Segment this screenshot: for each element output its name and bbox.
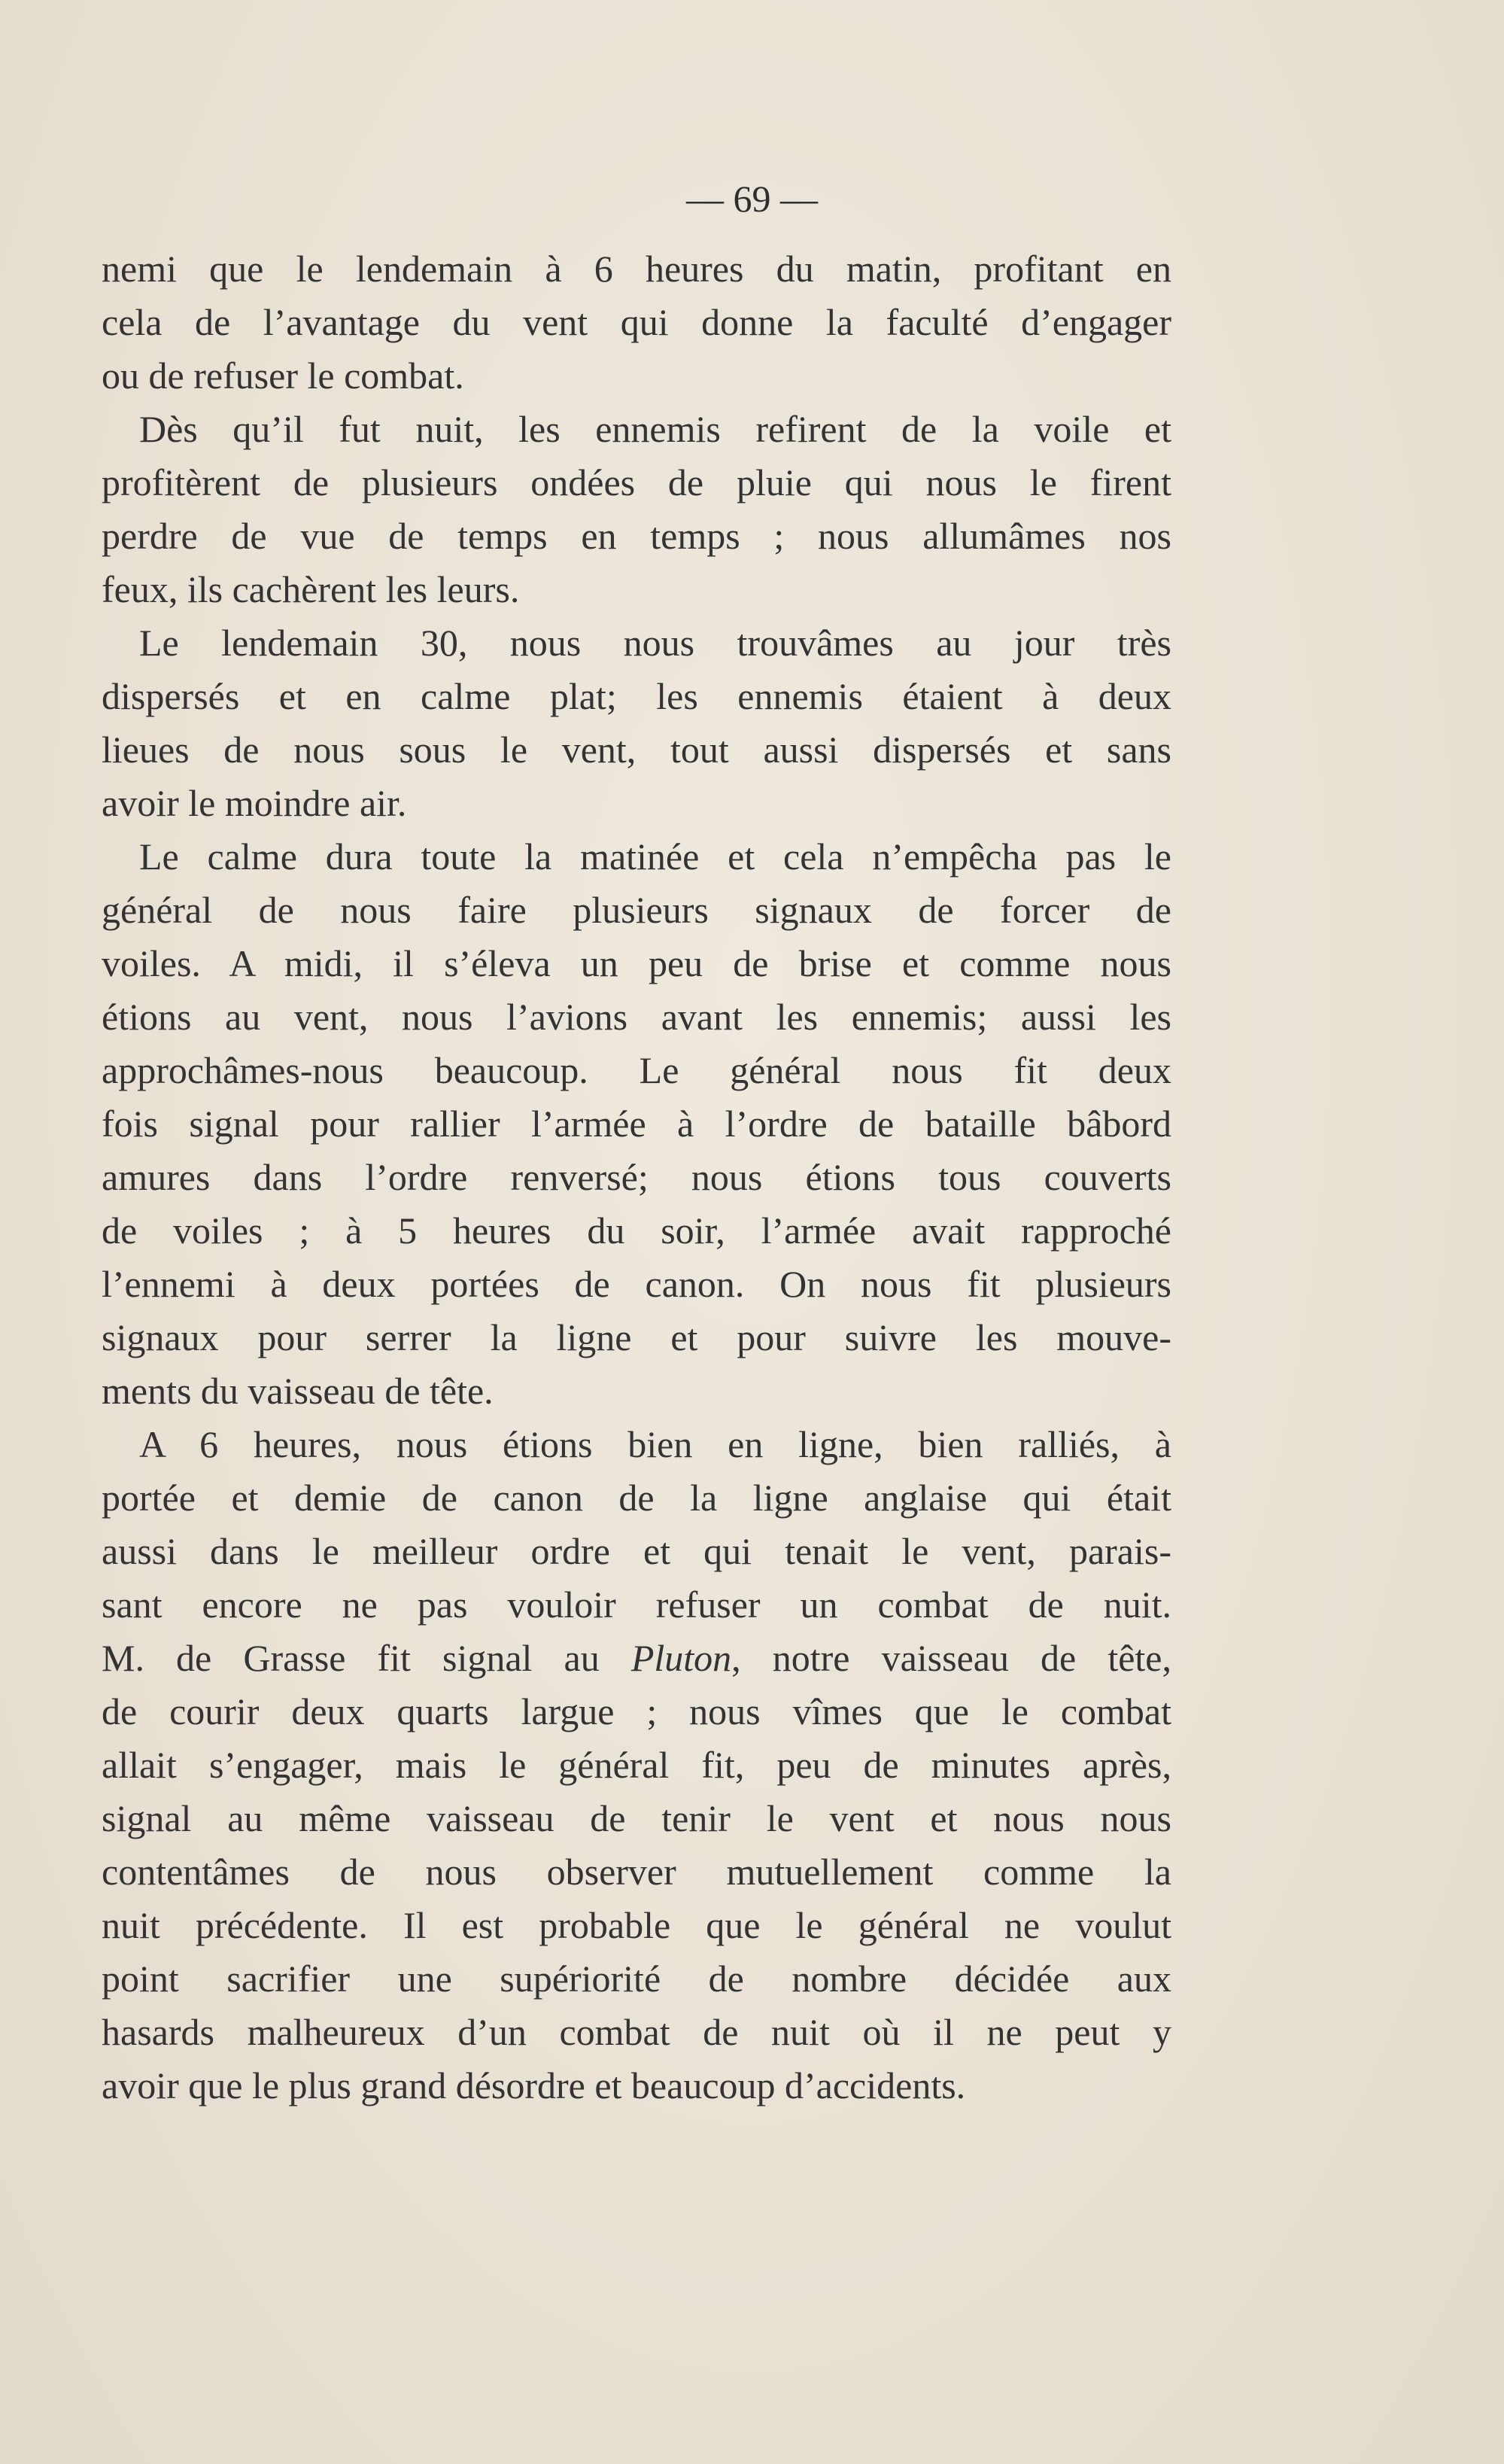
text-line: point sacrifier une supériorité de nombre décidée aux [102, 1958, 1171, 2000]
text-line: amures dans l’ordre renversé; nous étions tous couverts [102, 1156, 1171, 1198]
text-line-with-italic [102, 1632, 1171, 1685]
text-line: Le lendemain 30, nous nous trouvâmes au jour très [139, 622, 1171, 664]
text-line: de courir deux quarts largue ; nous vîmes que le combat [102, 1690, 1171, 1732]
text-line: nuit précédente. Il est probable que le général ne voulut [102, 1904, 1171, 1946]
body-text [102, 242, 1171, 2113]
text-line: fois signal pour rallier l’armée à l’ordre de bataille bâbord [102, 1103, 1171, 1145]
text-line: l’ennemi à deux portées de canon. On nous fit plusieurs [102, 1263, 1171, 1305]
page-number: — 69 — [686, 178, 818, 220]
text-line: voiles. A midi, il s’éleva un peu de brise et comme nous [102, 942, 1171, 984]
text-line: profitèrent de plusieurs ondées de pluie qui nous le firent [102, 461, 1171, 503]
text-line: cela de l’avantage du vent qui donne la faculté d’engager [102, 301, 1171, 343]
text-line: Le calme dura toute la matinée et cela n’empêcha pas le [139, 835, 1171, 878]
text-line: avoir le moindre air. [102, 782, 407, 824]
text-line: signaux pour serrer la ligne et pour suivre les mouve- [102, 1316, 1171, 1358]
text-line: Dès qu’il fut nuit, les ennemis refirent de la voile et [139, 408, 1171, 450]
text-line: perdre de vue de temps en temps ; nous allumâmes nos [102, 515, 1171, 557]
text-run: M. de Grasse fit signal au [102, 1637, 631, 1679]
text-line: nemi que le lendemain à 6 heures du matin, profitant en [102, 248, 1171, 290]
text-line: signal au même vaisseau de tenir le vent et nous nous [102, 1797, 1171, 1839]
text-line: lieues de nous sous le vent, tout aussi dispersés et sans [102, 729, 1171, 771]
text-run: , notre vaisseau de tête, [731, 1637, 1171, 1679]
text-line: feux, ils cachèrent les leurs. [102, 568, 520, 610]
text-line: étions au vent, nous l’avions avant les ennemis; aussi les [102, 996, 1171, 1038]
text-line: sant encore ne pas vouloir refuser un combat de nuit. [102, 1583, 1171, 1626]
text-line: contentâmes de nous observer mutuellement comme la [102, 1851, 1171, 1893]
text-line: portée et demie de canon de la ligne anglaise qui était [102, 1477, 1171, 1519]
text-line: ments du vaisseau de tête. [102, 1370, 494, 1412]
text-line: de voiles ; à 5 heures du soir, l’armée avait rapproché [102, 1209, 1171, 1252]
text-line: dispersés et en calme plat; les ennemis étaient à deux [102, 675, 1171, 717]
text-line: hasards malheureux d’un combat de nuit où il ne peut y [102, 2011, 1171, 2053]
ship-name-italic: Pluton [630, 1637, 732, 1679]
text-line: ou de refuser le combat. [102, 354, 464, 397]
text-line: allait s’engager, mais le général fit, peu de minutes après, [102, 1744, 1171, 1786]
text-line: A 6 heures, nous étions bien en ligne, bien ralliés, à [139, 1423, 1171, 1465]
text-line: aussi dans le meilleur ordre et qui tenait le vent, parais- [102, 1530, 1171, 1572]
text-line: général de nous faire plusieurs signaux de forcer de [102, 889, 1171, 931]
text-line: approchâmes-nous beaucoup. Le général nous fit deux [102, 1049, 1171, 1091]
text-line: avoir que le plus grand désordre et beaucoup d’accidents. [102, 2064, 966, 2107]
